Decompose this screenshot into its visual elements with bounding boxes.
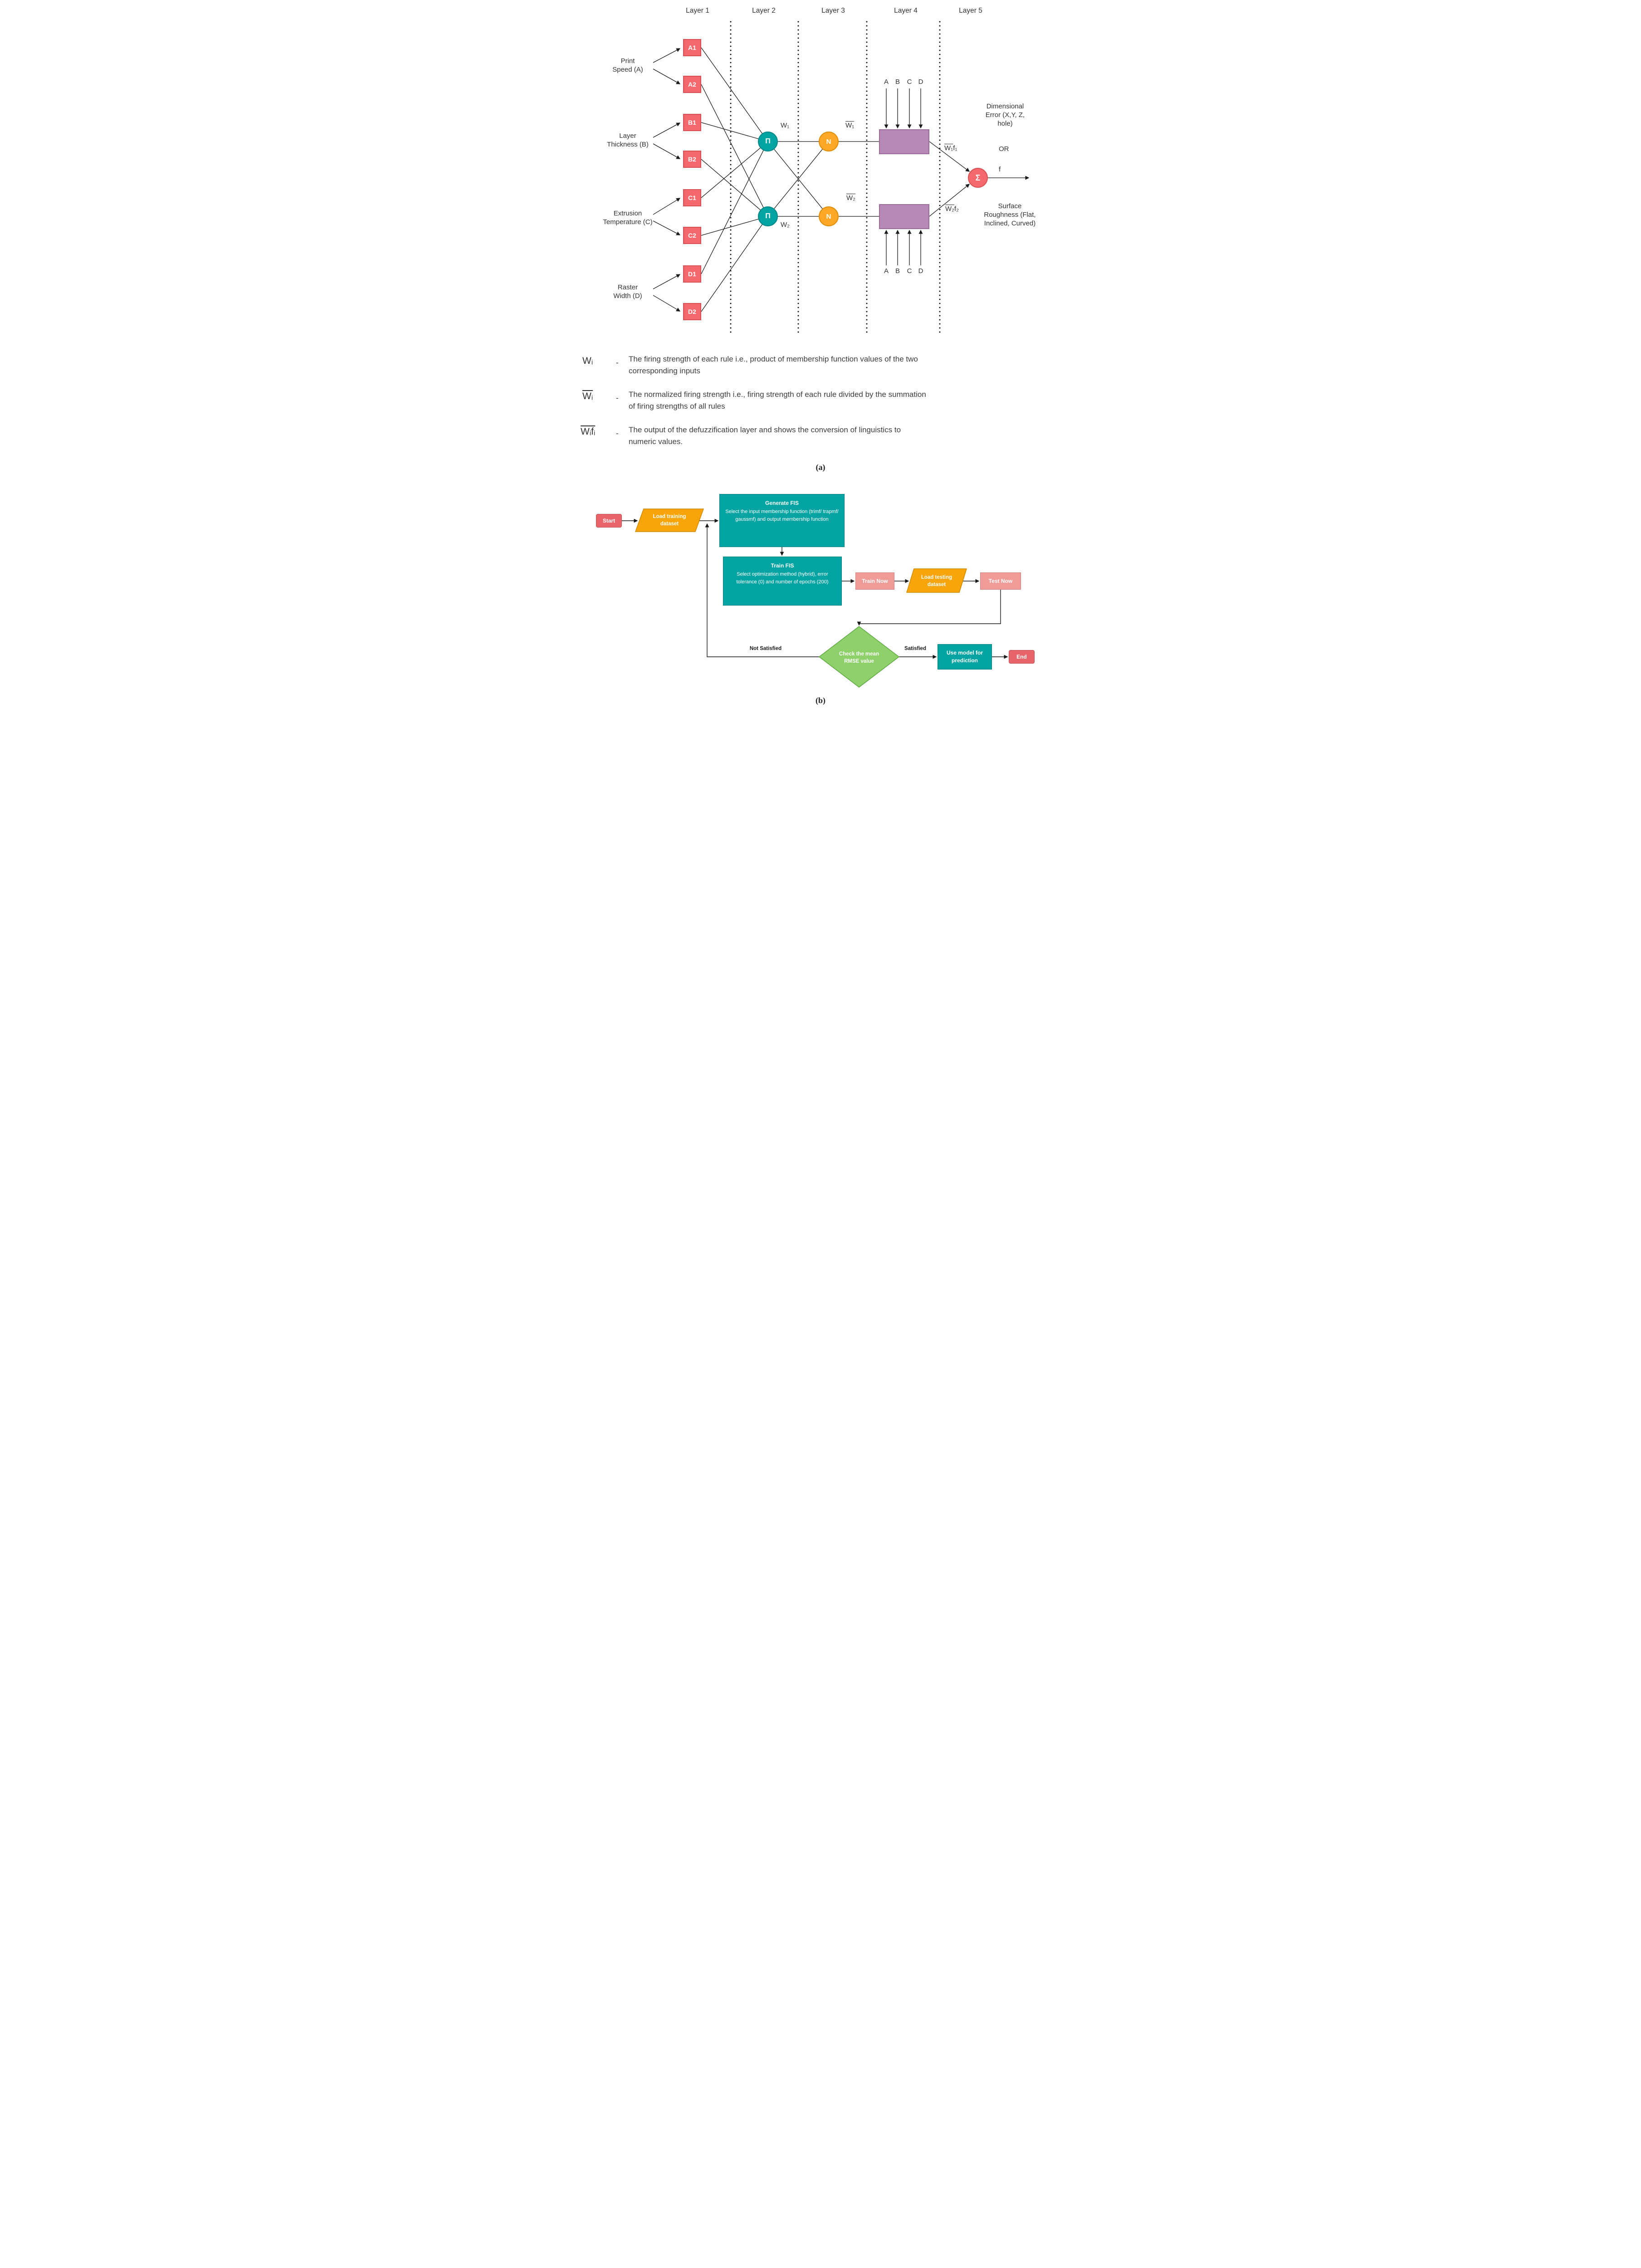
legend-symbol-wi: Wᵢ: [582, 356, 593, 366]
abcd-bottom-b: B: [895, 267, 900, 275]
layer-3-header: Layer 3: [821, 7, 845, 15]
flow-start-node: Start: [596, 514, 622, 528]
flow-decision-label: Check the mean RMSE value: [839, 651, 879, 664]
output-dimensional-error: Dimensional Error (X,Y, Z, hole): [985, 103, 1025, 127]
flow-test-now-node: Test Now: [980, 572, 1021, 590]
mf-node-a1: A1: [683, 39, 701, 56]
layer-1-header: Layer 1: [686, 7, 709, 15]
sum-node: Σ: [968, 168, 988, 188]
abcd-bottom-d: D: [918, 267, 923, 275]
dotted-separators: [731, 22, 940, 333]
rule-box-1: [879, 129, 929, 154]
mf-node-c2: C2: [683, 227, 701, 244]
flow-not-satisfied-label: Not Satisfied: [749, 646, 782, 651]
legend-text-normalized-firing-strength: The normalized firing strength i.e., firing strength of each rule divided by the summation of firing strengths of all rules: [629, 390, 926, 411]
flow-satisfied-label: Satisfied: [904, 646, 926, 651]
w1f1-bar-part: W₁: [944, 144, 953, 152]
legend-dash-1: -: [616, 358, 619, 367]
legend-symbol-wifi: Wᵢfᵢ: [581, 426, 596, 437]
normalized-w1-label: W₁: [845, 122, 855, 129]
product-node-1: Π: [758, 132, 778, 152]
output-or-label: OR: [999, 145, 1009, 153]
mf-node-b2: B2: [683, 151, 701, 168]
flow-train-fis-node: [723, 557, 842, 606]
abcd-top-a: A: [884, 78, 889, 86]
caption-a: (a): [816, 463, 825, 472]
flow-train-now-node: Train Now: [855, 572, 894, 590]
output-f-label: f: [999, 166, 1001, 173]
flow-use-model-node: Use model for prediction: [938, 644, 992, 670]
mf-node-a2: A2: [683, 76, 701, 93]
norm-node-2: N: [819, 206, 839, 226]
caption-b: (b): [816, 696, 825, 705]
norm-node-1: N: [819, 132, 839, 152]
abcd-top-c: C: [907, 78, 912, 86]
train-fis-title: Train FIS: [771, 562, 794, 569]
legend-dash-3: -: [616, 429, 619, 438]
legend-text-firing-strength: The firing strength of each rule i.e., product of membership function values of the two corresponding inputs: [629, 355, 918, 375]
w1f1-label: [944, 144, 957, 153]
legend-text-defuzzification: The output of the defuzzification layer and shows the conversion of linguistics to numeric values.: [629, 425, 901, 446]
w2f2-bar-part: W₂: [945, 205, 954, 213]
layer-5-header: Layer 5: [959, 7, 982, 15]
w2f2-f-part: f₂: [954, 205, 959, 213]
input-label-layer-thickness: Layer Thickness (B): [607, 132, 649, 148]
abcd-top-d: D: [918, 78, 923, 86]
abcd-bottom-a: A: [884, 267, 889, 275]
mf-node-c1: C1: [683, 189, 701, 206]
input-label-extrusion-temperature: Extrusion Temperature (C): [603, 210, 653, 226]
weight-w1-label: W₁: [781, 122, 790, 129]
abcd-top-b: B: [895, 78, 900, 86]
generate-fis-body: Select the input membership function (trimf/ trapmf/ gaussmf) and output membership function: [725, 509, 839, 522]
legend-symbol-wbar: $\overline{Wᵢ}$: [582, 391, 593, 401]
flow-generate-fis-node: [719, 494, 845, 547]
flow-load-testing-label: Load testing dataset: [921, 575, 952, 587]
normalized-w2-label: W₂: [846, 194, 855, 202]
rule-box-2: [879, 204, 929, 229]
w1f1-f-part: f₁: [953, 144, 957, 152]
flow-load-training-label: Load training dataset: [653, 514, 686, 527]
w2f2-label: [945, 205, 959, 214]
mf-node-b1: B1: [683, 114, 701, 131]
product-node-2: Π: [758, 206, 778, 226]
layer-4-header: Layer 4: [894, 7, 918, 15]
mf-node-d1: D1: [683, 265, 701, 283]
train-fis-body: Select optimization method (hybrid), error tolerance (0) and number of epochs (200): [736, 572, 829, 585]
input-label-print-speed: Print Speed (A): [612, 57, 643, 73]
flow-end-node: End: [1009, 650, 1035, 664]
weight-w2-label: W₂: [781, 221, 790, 229]
legend-dash-2: -: [616, 394, 619, 402]
layer-2-header: Layer 2: [752, 7, 776, 15]
abcd-bottom-c: C: [907, 267, 912, 275]
mf-node-d2: D2: [683, 303, 701, 320]
output-surface-roughness: Surface Roughness (Flat, Inclined, Curved): [984, 202, 1036, 227]
input-label-raster-width: Raster Width (D): [613, 284, 642, 300]
generate-fis-title: Generate FIS: [765, 500, 799, 506]
figure-page: [574, 0, 1067, 719]
